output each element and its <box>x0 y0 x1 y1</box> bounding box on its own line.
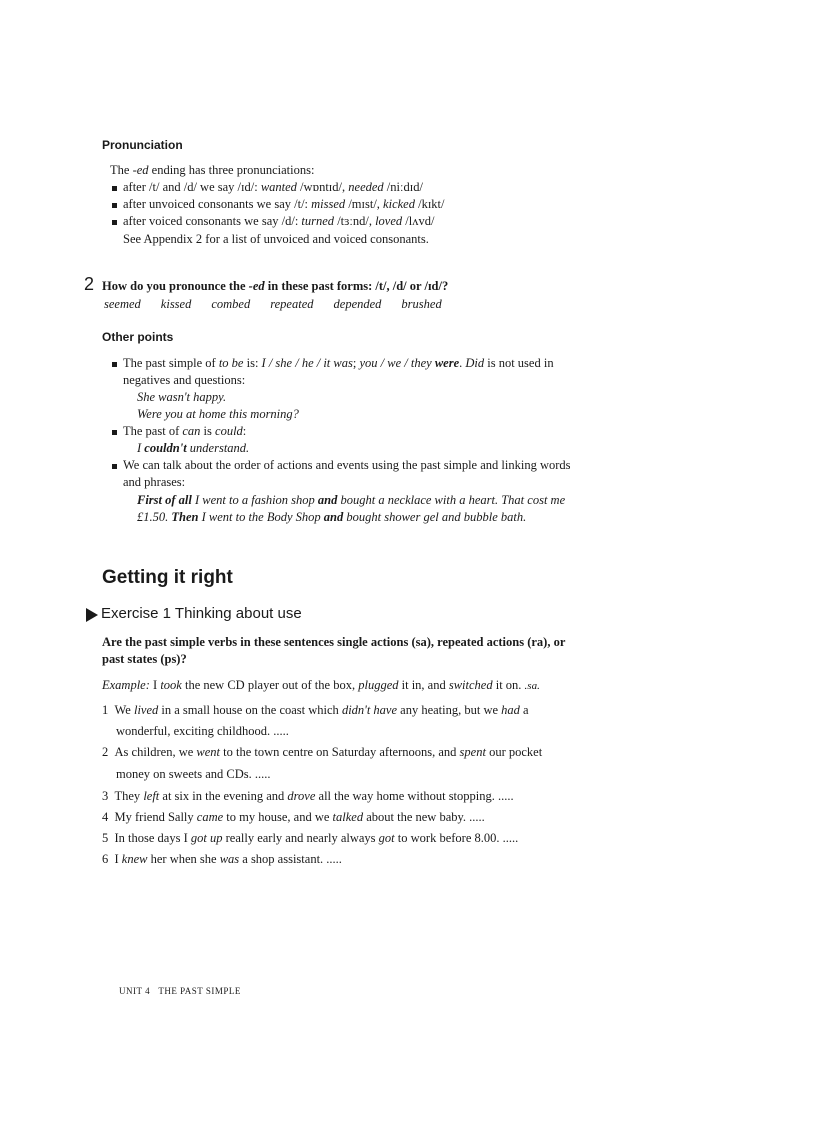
pronunciation-bullet-2: after unvoiced consonants we say /t/: missed /mɪst/, kicked /kɪkt/ <box>123 197 445 211</box>
question-number: 2 <box>84 274 95 294</box>
example-sentence: First of all I went to a fashion shop and bought a necklace with a heart. That cost me <box>137 493 566 507</box>
other-point-1-line-1: The past simple of to be is: I / she / he / it was; you / we / they were. Did is not used in <box>123 356 554 370</box>
exercise-item-4: 4 My friend Sally came to my house, and we talked about the new baby. ..... <box>102 810 485 824</box>
example-sentence: She wasn't happy. <box>137 390 227 404</box>
other-points-heading: Other points <box>102 330 174 344</box>
past-form-word: combed <box>211 297 251 311</box>
see-appendix: See Appendix 2 for a list of unvoiced and voiced consonants. <box>123 232 429 246</box>
past-form-word: kissed <box>160 297 192 311</box>
pronunciation-heading: Pronunciation <box>102 138 183 152</box>
pronunciation-intro: The -ed ending has three pronunciations: <box>110 163 315 177</box>
exercise-instruction-line-1: Are the past simple verbs in these sentences single actions (sa), repeated actions (ra), or <box>102 635 566 649</box>
pronunciation-bullet-3: after voiced consonants we say /d/: turned /tɜːnd/, loved /lʌvd/ <box>123 214 435 228</box>
bullet-icon <box>112 203 117 208</box>
example-sentence: I couldn't understand. <box>137 441 250 455</box>
past-form-word: seemed <box>104 297 141 311</box>
past-form-word: depended <box>333 297 382 311</box>
exercise-item-2: 2 As children, we went to the town centre on Saturday afternoons, and spent our pocket <box>102 745 543 759</box>
other-point-3-line-1: We can talk about the order of actions and events using the past simple and linking words <box>123 458 571 472</box>
other-point-3-line-2: and phrases: <box>123 475 186 489</box>
exercise-item-2-line-2: money on sweets and CDs. ..... <box>116 767 271 781</box>
question-2-text: How do you pronounce the -ed in these past forms: /t/, /d/ or /ɪd/? <box>102 279 449 293</box>
getting-it-right-heading: Getting it right <box>102 567 233 588</box>
past-form-word: brushed <box>401 297 442 311</box>
bullet-icon <box>112 430 117 435</box>
exercise-item-5: 5 In those days I got up really early and nearly always got to work before 8.00. ..... <box>102 831 519 845</box>
exercise-item-1-line-2: wonderful, exciting childhood. ..... <box>116 724 289 738</box>
exercise-item-6: 6 I knew her when she was a shop assistant. ..... <box>102 852 342 866</box>
page-footer: UNIT 4 THE PAST SIMPLE <box>119 986 241 996</box>
pronunciation-bullet-1: after /t/ and /d/ we say /ɪd/: wanted /wɒntɪd/, needed /niːdɪd/ <box>123 180 423 194</box>
other-point-1-line-2: negatives and questions: <box>123 373 246 387</box>
exercise-instruction-line-2: past states (ps)? <box>102 652 187 666</box>
past-forms-list <box>104 296 442 312</box>
exercise-title: Exercise 1 Thinking about use <box>101 605 302 622</box>
other-point-2: The past of can is could: <box>123 424 247 438</box>
bullet-icon <box>112 220 117 225</box>
play-arrow-icon <box>85 608 99 622</box>
bullet-icon <box>112 186 117 191</box>
past-form-word: repeated <box>270 297 314 311</box>
exercise-item-1: 1 We lived in a small house on the coast which didn't have any heating, but we had a <box>102 703 529 717</box>
example-sentence: Were you at home this morning? <box>137 407 299 421</box>
exercise-example: Example: I took the new CD player out of the box, plugged it in, and switched it on. .sa. <box>102 678 540 692</box>
bullet-icon <box>112 362 117 367</box>
example-sentence: £1.50. Then I went to the Body Shop and bought shower gel and bubble bath. <box>137 510 527 524</box>
exercise-item-3: 3 They left at six in the evening and drove all the way home without stopping. ..... <box>102 789 514 803</box>
bullet-icon <box>112 464 117 469</box>
